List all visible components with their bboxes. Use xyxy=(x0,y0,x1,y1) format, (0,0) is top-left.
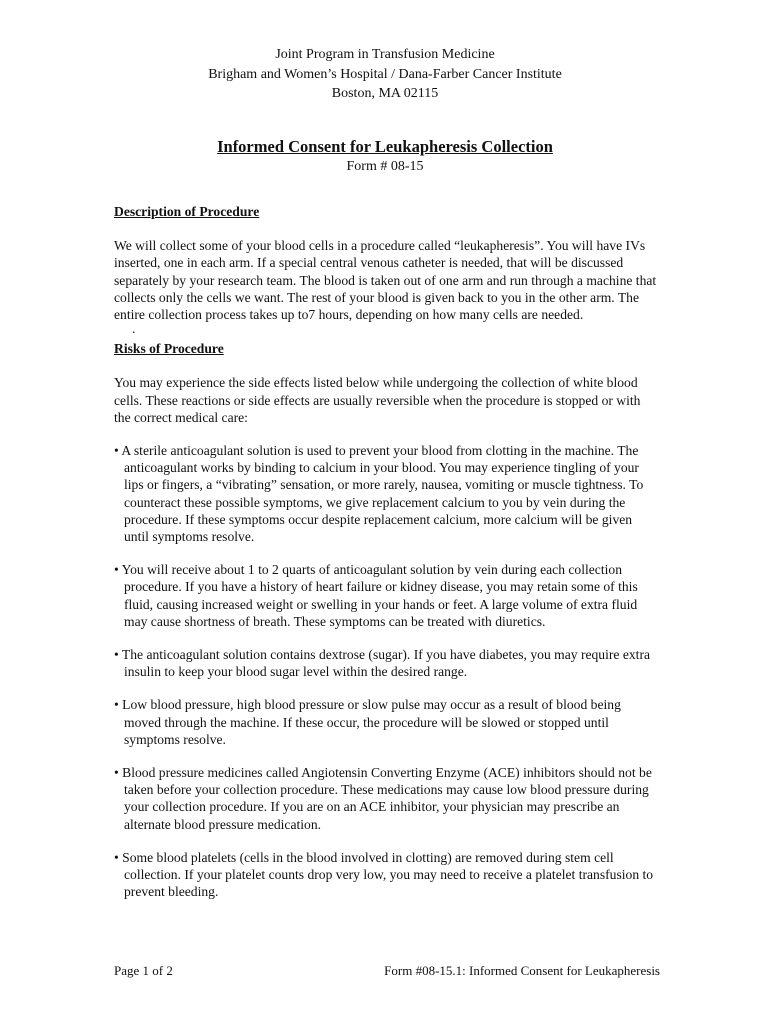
institution-header xyxy=(0,45,770,104)
document-body xyxy=(114,203,660,901)
description-heading: Description of Procedure xyxy=(114,204,260,219)
description-paragraph: We will collect some of your blood cells in a procedure called “leukapheresis”. You will have IVs inserted, one in each arm. If a special central venous catheter is needed, that will be discussed separately by your research team. The blood is taken out of one arm and run through a machine that collects only the cells we want. The rest of your blood is given back to you in the other arm. The entire collection process takes up to7 hours, depending on how many cells are needed. xyxy=(114,238,657,323)
risk-bullet-item: • You will receive about 1 to 2 quarts of anticoagulant solution by vein during each collection procedure. If you have a history of heart failure or kidney disease, you may retain some of this fluid, causing increased weight or swelling in your hands or feet. A large volume of extra fluid may cause shortness of breath. These symptoms can be treated with diuretics. xyxy=(114,562,638,629)
stray-mark: . xyxy=(132,321,136,337)
header-line-hospital: Brigham and Women’s Hospital / Dana-Farber Cancer Institute xyxy=(208,66,562,82)
risks-heading: Risks of Procedure xyxy=(114,341,224,357)
header-line-program: Joint Program in Transfusion Medicine xyxy=(275,47,495,62)
footer-form-reference: Form #08-15.1: Informed Consent for Leukapheresis xyxy=(384,963,660,978)
document-title: Informed Consent for Leukapheresis Collection xyxy=(217,137,553,156)
risk-bullet-item: • Low blood pressure, high blood pressure or slow pulse may occur as a result of blood being moved through the machine. If these occur, the procedure will be slowed or stopped until symptoms resolve. xyxy=(114,697,621,747)
risks-intro-paragraph: You may experience the side effects listed below while undergoing the collection of white blood cells. These reactions or side effects are usually reversible when the procedure is stopped or with the correct medical care: xyxy=(114,375,641,425)
title-block xyxy=(0,136,770,176)
header-line-address: Boston, MA 02115 xyxy=(331,86,439,101)
page-number: Page 1 of 2 xyxy=(114,963,173,978)
page-footer xyxy=(114,962,660,979)
risk-bullet-item: • The anticoagulant solution contains dextrose (sugar). If you have diabetes, you may require extra insulin to keep your blood sugar level within the desired range. xyxy=(114,647,651,680)
risk-bullet-item: • A sterile anticoagulant solution is used to prevent your blood from clotting in the machine. The anticoagulant works by binding to calcium in your blood. You may experience tingling of your lips or fingers, a “vibrating” sensation, or more rarely, nausea, vomiting or muscle tightness. To counteract these possible symptoms, we give replacement calcium to you by vein during the procedure. If these symptoms occur despite replacement calcium, more calcium will be given until symptoms resolve. xyxy=(114,443,644,545)
risk-bullet-item: • Blood pressure medicines called Angiotensin Converting Enzyme (ACE) inhibitors should not be taken before your collection procedure. These medications may cause low blood pressure during your collection procedure. If you are on an ACE inhibitor, your physician may prescribe an alternate blood pressure medication. xyxy=(114,765,652,832)
form-number: Form # 08-15 xyxy=(346,159,424,174)
risk-bullet-item: • Some blood platelets (cells in the blood involved in clotting) are removed during stem cell collection. If your platelet counts drop very low, you may need to receive a platelet transfusion to prevent bleeding. xyxy=(114,849,654,900)
